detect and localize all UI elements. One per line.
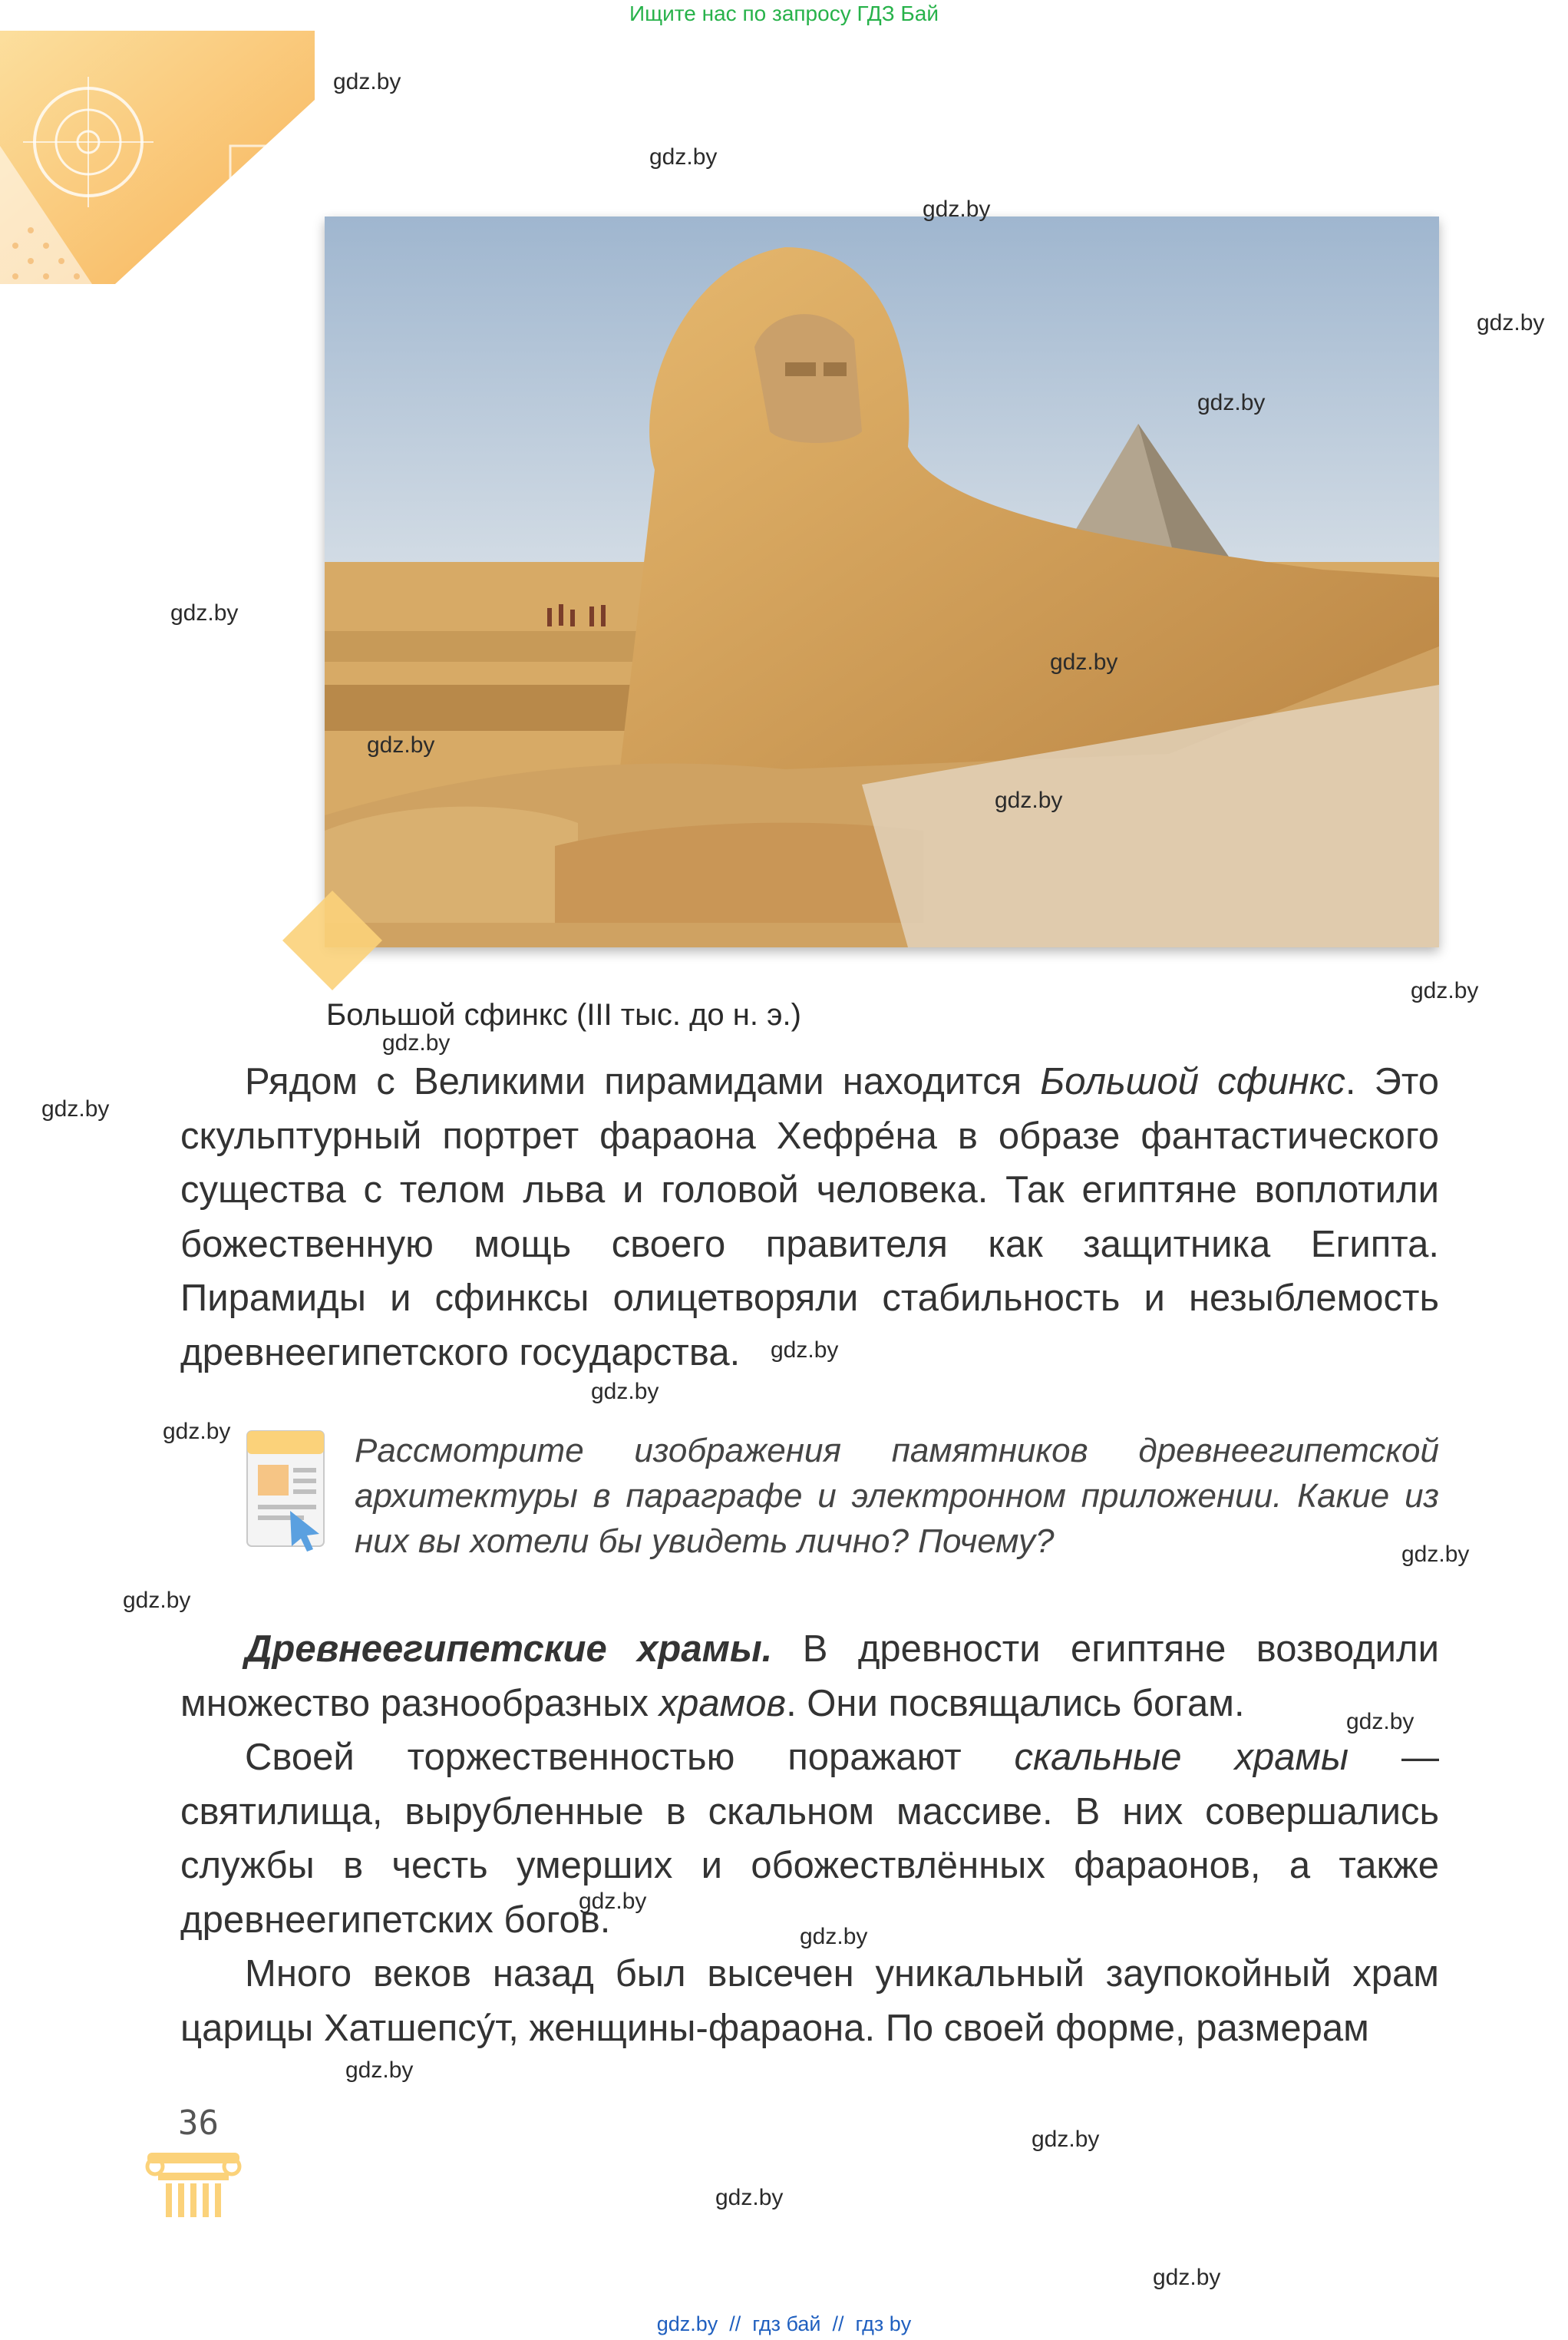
section-p2-b: — святилища, вырубленные в скальном массиве. В них совершались службы в честь умерших и обожествлённых фараонов, а также древнеегипетских богов. xyxy=(180,1737,1439,1941)
task-document-icon xyxy=(244,1426,330,1554)
section-p1-a: В древности египтяне возводили множество разнообразных xyxy=(180,1628,1439,1724)
watermark[interactable]: gdz.by xyxy=(382,1030,451,1056)
watermark[interactable]: gdz.by xyxy=(800,1924,868,1949)
watermark[interactable]: gdz.by xyxy=(715,2185,784,2210)
watermark[interactable]: gdz.by xyxy=(333,69,401,94)
p1-text-before: Рядом с Великими пирамидами находится xyxy=(245,1061,1041,1102)
watermark[interactable]: gdz.by xyxy=(345,2057,414,2083)
watermark[interactable]: gdz.by xyxy=(1477,310,1545,335)
paragraph-sphinx xyxy=(180,1055,1439,1380)
task-question: Рассмотрите изображения памятников древнеегипетской архитектуры в параграфе и электронном приложении. Какие из них вы хотели бы увидеть лично? Почему? xyxy=(355,1432,1439,1560)
section-temples xyxy=(180,1622,1439,2055)
watermark[interactable]: gdz.by xyxy=(591,1379,659,1404)
section-heading: Древнеегипетские храмы. xyxy=(245,1628,773,1670)
watermark[interactable]: gdz.by xyxy=(771,1337,839,1363)
watermark[interactable]: gdz.by xyxy=(41,1096,110,1122)
figure-caption: Большой сфинкс (III тыс. до н. э.) xyxy=(326,998,801,1032)
watermark[interactable]: gdz.by xyxy=(163,1419,231,1444)
section-p2-term: скальные храмы xyxy=(1014,1737,1349,1778)
watermark[interactable]: gdz.by xyxy=(579,1889,647,1914)
footer-links[interactable]: gdz.by // гдз бай // гдз by xyxy=(656,2312,912,2335)
section-p2-a: Своей торжественностью поражают xyxy=(245,1737,1015,1778)
watermark[interactable]: gdz.by xyxy=(123,1588,191,1613)
p1-text-after: . Это скульптурный портрет фараона Хефре́на в образе фантастического существа с телом льва и головой человека. Так египтяне воплотили божественную мощь своего правителя как защитника Египта. Пирамиды и сфинксы олицетворяли стабильность и незыблемость древнеегипетского государства. xyxy=(180,1061,1440,1373)
watermark[interactable]: gdz.by xyxy=(923,197,991,222)
section-p1-b: . Они посвящались богам. xyxy=(786,1682,1245,1724)
section-p3: Много веков назад был высечен уникальный заупокойный храм царицы Хатшепсу́т, женщины-фараона. По своей форме, размерам xyxy=(180,1953,1439,2049)
corner-ornament xyxy=(0,31,322,307)
watermark[interactable]: gdz.by xyxy=(170,600,239,626)
top-banner[interactable]: Ищите нас по запросу ГДЗ Бай xyxy=(629,2,939,25)
diamond-ornament xyxy=(282,891,382,990)
watermark[interactable]: gdz.by xyxy=(1153,2265,1221,2290)
p1-term: Большой сфинкс xyxy=(1040,1061,1345,1102)
watermark[interactable]: gdz.by xyxy=(649,144,718,170)
watermark[interactable]: gdz.by xyxy=(1346,1709,1415,1734)
watermark[interactable]: gdz.by xyxy=(995,788,1063,813)
sphinx-photo xyxy=(325,216,1439,947)
watermark[interactable]: gdz.by xyxy=(1411,978,1479,1003)
watermark[interactable]: gdz.by xyxy=(367,732,435,758)
page-number: 36 xyxy=(178,2104,219,2143)
column-ornament xyxy=(143,2150,244,2219)
watermark[interactable]: gdz.by xyxy=(1050,649,1118,675)
watermark[interactable]: gdz.by xyxy=(1197,390,1266,415)
watermark[interactable]: gdz.by xyxy=(1032,2127,1100,2152)
section-p1-term: храмов xyxy=(659,1682,787,1724)
watermark[interactable]: gdz.by xyxy=(1401,1542,1470,1567)
